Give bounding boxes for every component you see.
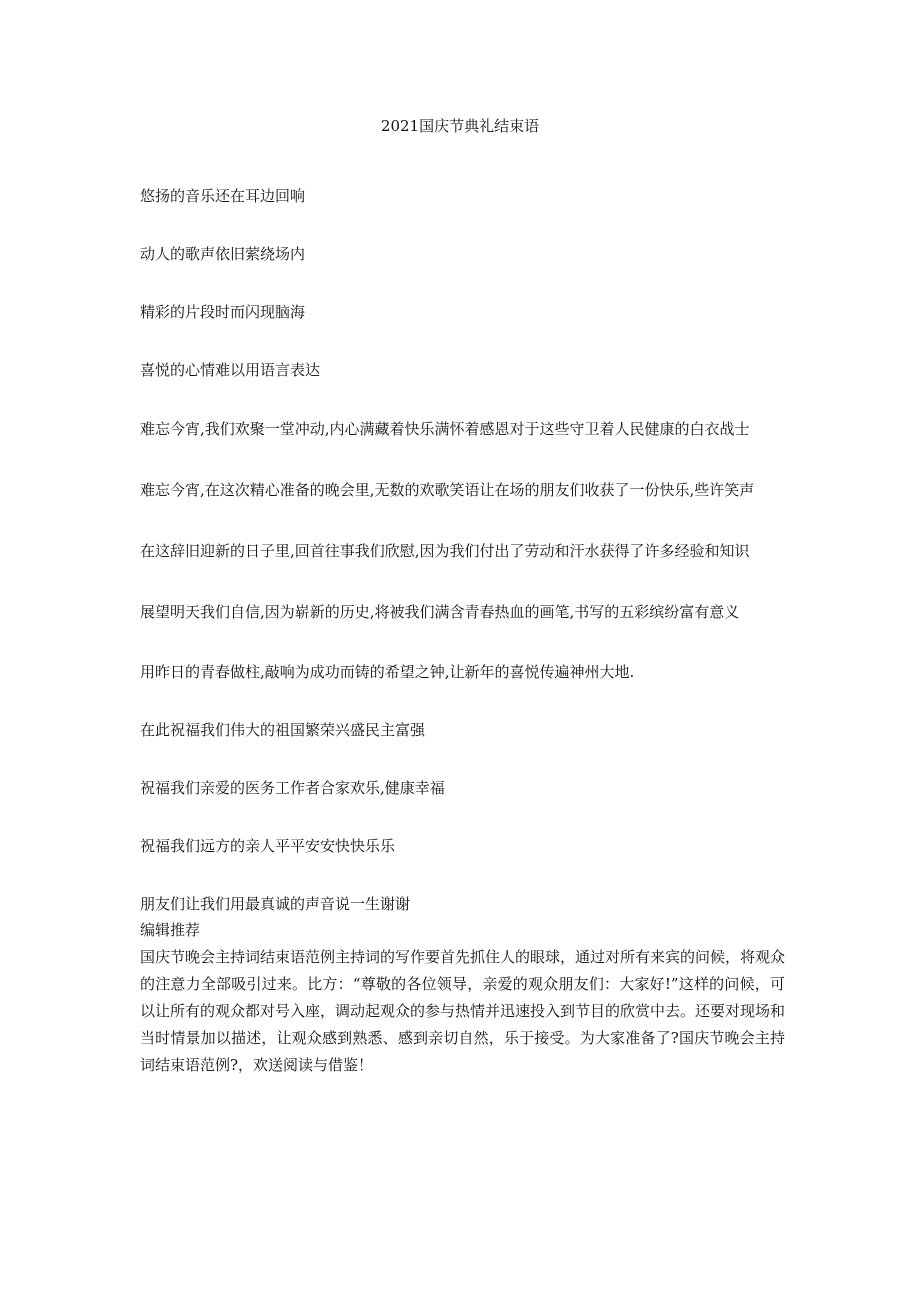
paragraph: 在这辞旧迎新的日子里,回首往事我们欣慰,因为我们付出了劳动和汗水获得了许多经验和知识 [140, 542, 750, 560]
paragraph: 动人的歌声依旧萦绕场内 [140, 245, 306, 263]
paragraph: 朋友们让我们用最真诚的声音说一生谢谢 [140, 895, 411, 913]
paragraph: 喜悦的心情难以用语言表达 [140, 361, 321, 379]
paragraph: 精彩的片段时而闪现脑海 [140, 303, 306, 321]
paragraph: 祝福我们远方的亲人平平安安快快乐乐 [140, 837, 396, 855]
paragraph: 用昨日的青春做柱,敲响为成功而铸的希望之钟,让新年的喜悦传遍神州大地. [140, 663, 635, 681]
paragraph: 难忘今宵,我们欢聚一堂冲动,内心满藏着快乐满怀着感恩对于这些守卫着人民健康的白衣战士 [140, 420, 750, 438]
paragraph: 悠扬的音乐还在耳边回响 [140, 187, 306, 205]
paragraph: 在此祝福我们伟大的祖国繁荣兴盛民主富强 [140, 721, 426, 739]
recommend-text: 国庆节晚会主持词结束语范例主持词的写作要首先抓住人的眼球，通过对所有来宾的问候，将观众的注意力全部吸引过来。比方：“尊敬的各位领导，亲爱的观众朋友们：大家好!”这样的问候，可以让所有的观众都对号入座，调动起观众的参与热情并迅速投入到节目的欣赏中去。还要对现场和当时情景加以描述，让观众感到熟悉、感到亲切自然，乐于接受。为大家准备了?国庆节晚会主持词结束语范例?，欢送阅读与借鉴！ [140, 948, 786, 1074]
paragraph: 展望明天我们自信,因为崭新的历史,将被我们满含青春热血的画笔,书写的五彩缤纷富有意义 [140, 603, 740, 621]
document-title: 2021国庆节典礼结束语 [380, 117, 540, 135]
recommend-heading: 编辑推荐 [140, 921, 201, 939]
document-body [140, 184, 785, 1079]
paragraph: 难忘今宵,在这次精心准备的晚会里,无数的欢歌笑语让在场的朋友们收获了一份快乐,些许笑声 [140, 481, 755, 499]
paragraph: 祝福我们亲爱的医务工作者合家欢乐,健康幸福 [140, 779, 445, 797]
